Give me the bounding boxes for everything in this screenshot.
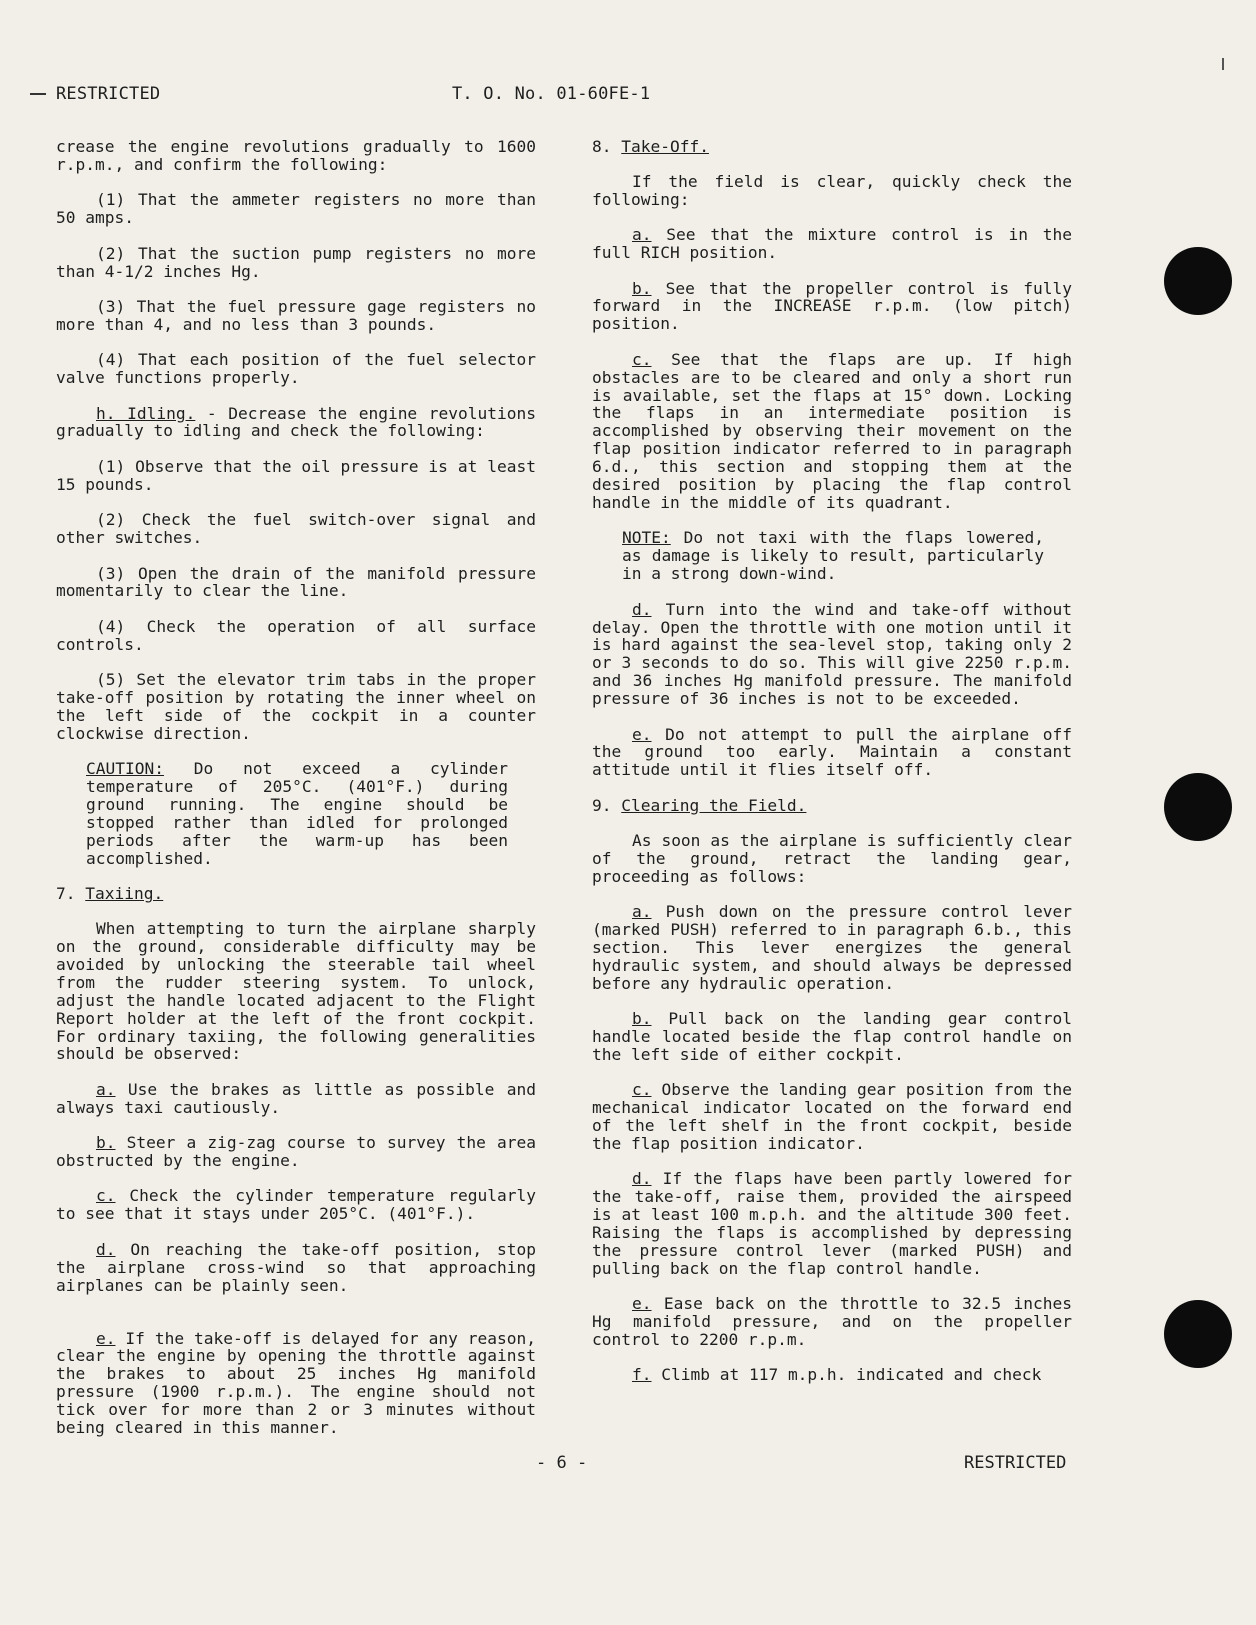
item-take-off-e [592,726,1072,780]
section-number: 7. [56,884,86,904]
item-clearing-a [592,903,1072,993]
item-surface-controls: (4) Check the operation of all surface controls. [56,616,536,654]
header-tech-order-number: T. O. No. 01-60FE-1 [452,84,651,104]
item-text: Climb at 117 m.p.h. indicated and check [651,1365,1042,1385]
item-take-off-b [592,280,1072,334]
item-clearing-f [592,1366,1072,1384]
item-text: Use the brakes as little as possible and always taxi cautiously. [56,1079,536,1117]
item-text: Turn into the wind and take-off without delay. Open the throttle with one motion until it is hard against the sea-level stop, taking only 2 or 3 seconds to do so. This will give 2250 r.p.m. and 36 inches Hg manifold pressure. The manifold pressure of 36 inches is not to be exceeded. [592,599,1072,709]
item-taxi-c [56,1187,536,1223]
note-text: Do not taxi with the flaps lowered, as damage is likely to result, particularly in a strong down-wind. [622,528,1044,584]
item-letter: e. [632,1294,652,1314]
paragraph-taxiing-intro: When attempting to turn the airplane sharply on the ground, considerable difficulty may be avoided by unlocking the steerable tail wheel from the rudder steering system. To unlock, adjust the handle located adjacent to the Flight Report holder at the left of the front cockpit. For ordinary taxiing, the following generalities should be observed: [56,919,536,1064]
section-title: Taxiing. [85,884,164,904]
item-text: See that the mixture control is in the full RICH position. [592,225,1072,263]
item-letter: d. [96,1239,116,1259]
item-text: Pull back on the landing gear control handle located beside the flap control handle on the left side of either cockpit. [592,1008,1072,1064]
item-letter: b. [96,1133,116,1153]
item-letter: d. [632,1169,652,1189]
item-text: Observe the landing gear position from the mechanical indicator located on the forward end of the left shelf in the front cockpit, beside the flap position indicator. [592,1080,1072,1153]
item-manifold-drain: (3) Open the drain of the manifold pressure momentarily to clear the line. [56,563,536,601]
item-letter: b. [632,278,652,298]
caution-text: Do not exceed a cylinder temperature of 205°C. (401°F.) during ground running. The engine should be stopped rather than idled for prolonged periods after the warm-up has been accomplished. [86,759,508,868]
item-letter: e. [96,1328,116,1348]
item-letter: a. [96,1079,116,1099]
item-take-off-a [592,226,1072,262]
item-letter: c. [632,1080,652,1100]
section-number: 9. [592,795,622,815]
header-classification: RESTRICTED [56,84,161,104]
item-text: Ease back on the throttle to 32.5 inches Hg manifold pressure, and on the propeller control to 2200 r.p.m. [592,1294,1072,1350]
item-taxi-b [56,1134,536,1170]
caution-note [86,760,508,867]
item-clearing-e [592,1295,1072,1349]
item-fuel-switch-over: (2) Check the fuel switch-over signal and other switches. [56,510,536,548]
binder-hole-top [1164,247,1232,315]
item-letter: a. [632,901,652,921]
item-taxi-e [56,1330,536,1437]
item-text: Check the cylinder temperature regularly to see that it stays under 205°C. (401°F.). [56,1186,536,1224]
item-taxi-d [56,1241,536,1295]
section-heading-taxiing [56,885,536,903]
item-text: If the flaps have been partly lowered for the take-off, raise them, provided the airspeed is at least 100 m.p.h. and the altitude 300 feet. Raising the flaps is accomplished by depressing the pressure control lever (marked PUSH) and pulling back on the flap control handle. [592,1169,1072,1278]
section-title: Take-Off. [621,137,709,156]
item-ammeter: (1) That the ammeter registers no more than 50 amps. [56,190,536,228]
paragraph-engine-rpm: crease the engine revolutions gradually to 1600 r.p.m., and confirm the following: [56,137,536,174]
paragraph-idling [56,405,536,441]
left-column [56,138,536,1454]
section-heading-take-off [592,138,1072,156]
binder-hole-middle [1164,773,1232,841]
item-fuel-selector: (4) That each position of the fuel selector valve functions properly. [56,350,536,388]
section-number: 8. [592,137,622,156]
item-oil-pressure: (1) Observe that the oil pressure is at least 15 pounds. [56,456,536,494]
item-taxi-a [56,1081,536,1117]
page-number: - 6 - [536,1453,588,1473]
item-suction-pump: (2) That the suction pump registers no more than 4-1/2 inches Hg. [56,243,536,281]
item-take-off-c [592,351,1072,512]
binder-hole-bottom [1164,1300,1232,1368]
item-text: See that the propeller control is fully forward in the INCREASE r.p.m. (low pitch) position. [592,278,1072,334]
item-text: See that the flaps are up. If high obstacles are to be cleared and only a short run is available, set the flaps at 15° down. Locking the flaps in an intermediate position is accomplished by observing their movement on the flap position indicator referred to in paragraph 6.d., this section and stopping them at the desired position by placing the flap control handle in the middle of its quadrant. [592,349,1072,512]
item-text: Do not attempt to pull the airplane off the ground too early. Maintain a constant attitude until it flies itself off. [592,724,1072,780]
item-trim-tabs: (5) Set the elevator trim tabs in the proper take-off position by rotating the inner wheel on the left side of the cockpit in a counter clockwise direction. [56,670,536,743]
idling-heading: h. Idling. [96,403,196,423]
item-letter: d. [632,599,652,619]
paragraph-clearing-intro: As soon as the airplane is sufficiently clear of the ground, retract the landing gear, proceeding as follows: [592,830,1072,886]
item-letter: c. [632,349,652,369]
item-text: If the take-off is delayed for any reason, clear the engine by opening the throttle against the brakes to about 25 inches Hg manifold pressure (1900 r.p.m.). The engine should not tick over for more than 2 or 3 minutes without being cleared in this manner. [56,1328,536,1438]
item-clearing-b [592,1010,1072,1064]
caution-label: CAUTION: [86,759,164,779]
item-text: Push down on the pressure control lever (marked PUSH) referred to in paragraph 6.b., this section. This lever energizes the general hydraulic system, and should always be depressed before any hydraulic operation. [592,901,1072,993]
note-flaps [622,529,1044,583]
item-letter: c. [96,1186,116,1206]
section-heading-clearing-the-field [592,797,1072,815]
margin-mark [30,93,46,95]
item-text: On reaching the take-off position, stop the airplane cross-wind so that approaching airplanes can be plainly seen. [56,1239,536,1295]
section-title: Clearing the Field. [621,795,807,815]
item-fuel-pressure: (3) That the fuel pressure gage registers no more than 4, and no less than 3 pounds. [56,296,536,334]
item-letter: b. [632,1008,652,1028]
item-clearing-d [592,1170,1072,1277]
margin-speck [1222,58,1224,70]
item-text: Steer a zig-zag course to survey the area obstructed by the engine. [56,1133,536,1171]
right-column [592,138,1072,1402]
idling-text: - Decrease the engine revolutions gradually to idling and check the following: [56,403,536,441]
item-letter: a. [632,225,652,245]
paragraph-take-off-intro: If the field is clear, quickly check the following: [592,171,1072,209]
note-label: NOTE: [622,528,671,548]
item-take-off-d [592,601,1072,708]
item-letter: f. [632,1365,652,1385]
item-letter: e. [632,724,652,744]
footer-classification: RESTRICTED [964,1453,1067,1473]
item-clearing-c [592,1081,1072,1153]
